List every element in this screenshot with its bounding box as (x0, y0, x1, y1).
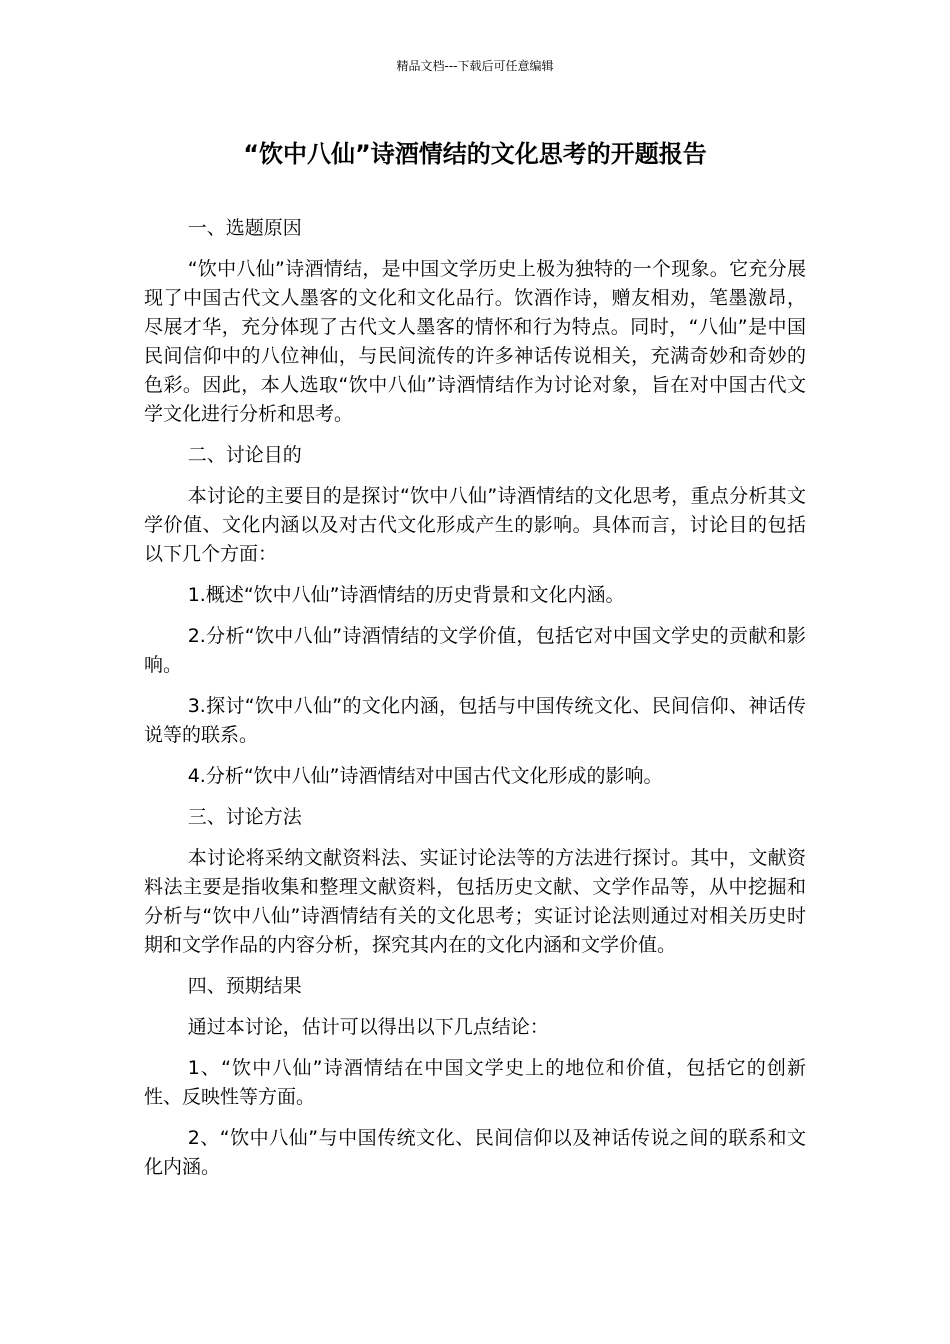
section-heading-research-method: 三、讨论方法 (187, 806, 302, 828)
paragraph-expected-results-intro: 通过本讨论，估计可以得出以下几点结论： (187, 1016, 549, 1038)
section-heading-topic-reason: 一、选题原因 (187, 217, 302, 239)
section-heading-research-purpose: 二、讨论目的 (187, 444, 302, 466)
list-item-result-2: 2、“饮中八仙”与中国传统文化、民间信仰以及神话传说之间的联系和文化内涵。 (144, 1127, 806, 1178)
document-body (144, 214, 806, 1194)
list-item-result-1: 1、“饮中八仙”诗酒情结在中国文学史上的地位和价值，包括它的创新性、反映性等方面。 (144, 1057, 806, 1108)
paragraph-topic-reason: “饮中八仙”诗酒情结，是中国文学历史上极为独特的一个现象。它充分展现了中国古代文人墨客的文化和文化品行。饮酒作诗，赠友相劝，笔墨激昂，尽展才华，充分体现了古代文人墨客的情怀和行为特点。同时，“八仙”是中国民间信仰中的八位神仙，与民间流传的许多神话传说相关，充满奇妙和奇妙的色彩。因此，本人选取“饮中八仙”诗酒情结作为讨论对象，旨在对中国古代文学文化进行分析和思考。 (144, 258, 806, 425)
section-heading-expected-results: 四、预期结果 (187, 975, 302, 997)
document-title: “饮中八仙”诗酒情结的文化思考的开题报告 (243, 140, 707, 168)
paragraph-research-purpose-intro: 本讨论的主要目的是探讨“饮中八仙”诗酒情结的文化思考，重点分析其文学价值、文化内涵以及对古代文化形成产生的影响。具体而言，讨论目的包括以下几个方面： (144, 485, 806, 565)
list-item-purpose-4: 4.分析“饮中八仙”诗酒情结对中国古代文化形成的影响。 (187, 765, 663, 787)
list-item-purpose-3: 3.探讨“饮中八仙”的文化内涵，包括与中国传统文化、民间信仰、神话传说等的联系。 (144, 695, 806, 746)
page-header-watermark: 精品文档---下载后可任意编辑 (396, 59, 554, 73)
list-item-purpose-2: 2.分析“饮中八仙”诗酒情结的文学价值，包括它对中国文学史的贡献和影响。 (144, 625, 806, 676)
list-item-purpose-1: 1.概述“饮中八仙”诗酒情结的历史背景和文化内涵。 (187, 584, 625, 606)
paragraph-research-method: 本讨论将采纳文献资料法、实证讨论法等的方法进行探讨。其中，文献资料法主要是指收集和整理文献资料，包括历史文献、文学作品等，从中挖掘和分析与“饮中八仙”诗酒情结有关的文化思考；实证讨论法则通过对相关历史时期和文学作品的内容分析，探究其内在的文化内涵和文学价值。 (144, 847, 806, 956)
